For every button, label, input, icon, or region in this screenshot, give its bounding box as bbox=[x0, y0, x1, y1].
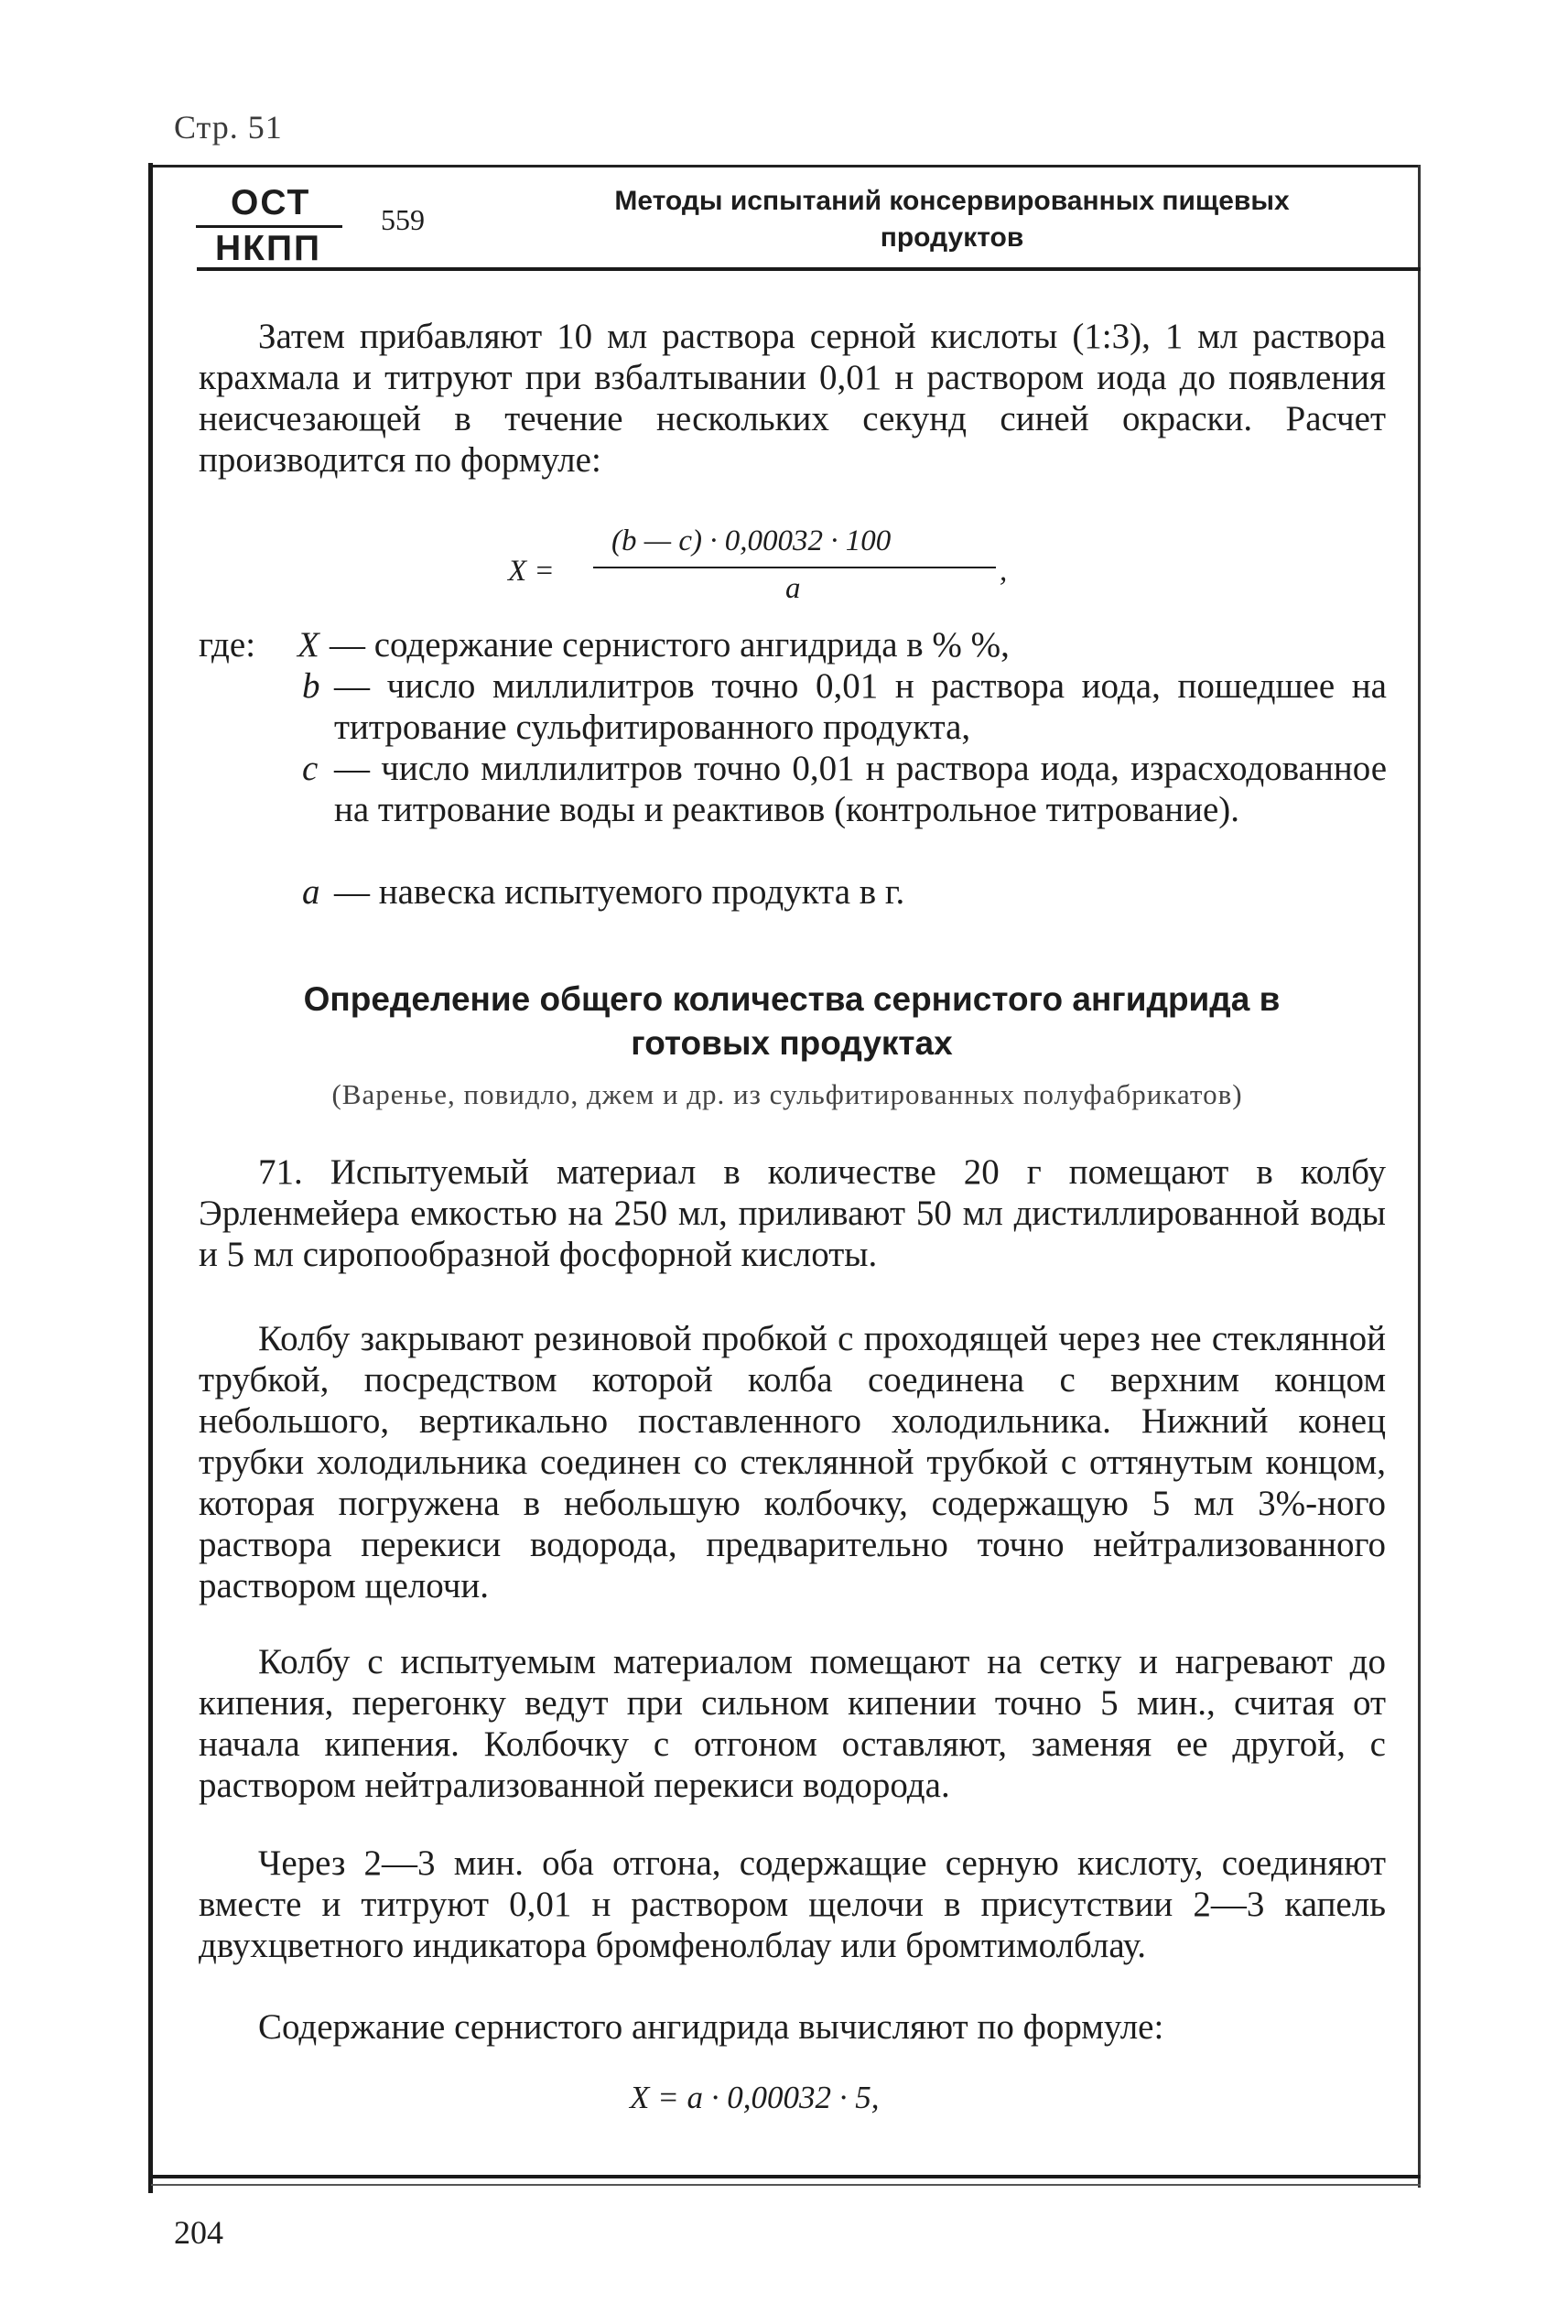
formula1-lhs: X = bbox=[508, 555, 555, 588]
section-title: Определение общего количества сернистого ангидрида в готовых продуктах bbox=[303, 980, 1281, 1062]
header-title: Методы испытаний консервированных пищевых продуктов bbox=[614, 186, 1290, 253]
legend-intro: где: bbox=[199, 625, 256, 665]
frame-bottom-rule bbox=[151, 2175, 1421, 2178]
legend-text: — навеска испытуемого продукта в г. bbox=[334, 872, 905, 912]
formula1-denominator: a bbox=[785, 572, 801, 605]
footer-page-number: 204 bbox=[174, 2214, 223, 2251]
legend-symbol: a bbox=[302, 872, 320, 912]
frame-top-rule bbox=[151, 165, 1421, 168]
section-subtitle: (Варенье, повидло, джем и др. из сульфитированных полуфабрикатов) bbox=[331, 1078, 1243, 1110]
paragraph-flask-setup: Колбу закрывают резиновой пробкой с проходящей через нее стеклянной трубкой, посредством которой колба соединена с верхним концом небольшого, вертикально поставленного холодильника. Нижний конец трубки холодильника соединен со стеклянной трубкой с оттянутым концом, которая погружена в небольшую колбочку, содержащую 5 мл 3%-ного раствора перекиси водорода, предварительно точно нейтрализованного раствором щелочи. bbox=[199, 1319, 1386, 1605]
standard-code-top: ОСТ bbox=[231, 183, 311, 222]
standard-code-bottom: НКПП bbox=[215, 229, 322, 268]
paragraph-formula-intro: Содержание сернистого ангидрида вычисляют по формуле: bbox=[258, 2007, 1164, 2047]
header-divider bbox=[197, 267, 1421, 271]
frame-bottom-rule-thin bbox=[151, 2184, 1421, 2186]
formula1-fraction-bar bbox=[593, 567, 996, 568]
page-label: Стр. 51 bbox=[174, 109, 283, 146]
legend-symbol: c bbox=[302, 749, 319, 788]
formula1-numerator: (b — c) · 0,00032 · 100 bbox=[611, 524, 892, 557]
legend-text: — содержание сернистого ангидрида в % %, bbox=[330, 625, 1010, 665]
legend-symbol: X bbox=[297, 625, 319, 665]
frame-right-rule bbox=[1418, 165, 1421, 2188]
intro-paragraph: Затем прибавляют 10 мл раствора серной кислоты (1:3), 1 мл раствора крахмала и титруют при взбалтывании 0,01 н раствором иода до появления неисчезающей в течение нескольких секунд синей окраски. Расчет производится по формуле: bbox=[199, 317, 1386, 480]
paragraph-titration: Через 2—3 мин. оба отгона, содержащие серную кислоту, соединяют вместе и титруют 0,01 н раствором щелочи в присутствии 2—3 капель двухцветного индикатора бромфенолблау или бромтимолблау. bbox=[199, 1843, 1386, 1965]
formula1-trailing: , bbox=[1000, 555, 1008, 588]
legend-text: — число миллилитров точно 0,01 н раствора иода, пошедшее на титрование сульфитированного продукта, bbox=[334, 666, 1387, 747]
legend-text: — число миллилитров точно 0,01 н раствора иода, израсходованное на титрование воды и реактивов (контрольное титрование). bbox=[334, 749, 1387, 829]
paragraph-heating: Колбу с испытуемым материалом помещают на сетку и нагревают до кипения, перегонку ведут при сильном кипении точно 5 мин., считая от начала кипения. Колбочку с отгоном оставляют, заменяя ее другой, с раствором нейтрализованной перекиси водорода. bbox=[199, 1642, 1386, 1805]
paragraph-71: 71. Испытуемый материал в количестве 20 г помещают в колбу Эрленмейера емкостью на 250 мл, приливают 50 мл дистиллированной воды и 5 мл сиропообразной фосфорной кислоты. bbox=[199, 1152, 1386, 1274]
standard-number: 559 bbox=[381, 203, 425, 236]
formula2: X = a · 0,00032 · 5, bbox=[630, 2080, 880, 2115]
frame-left-rule bbox=[148, 163, 153, 2193]
standard-code-fraction-bar bbox=[196, 225, 342, 228]
legend-symbol: b bbox=[302, 666, 320, 706]
